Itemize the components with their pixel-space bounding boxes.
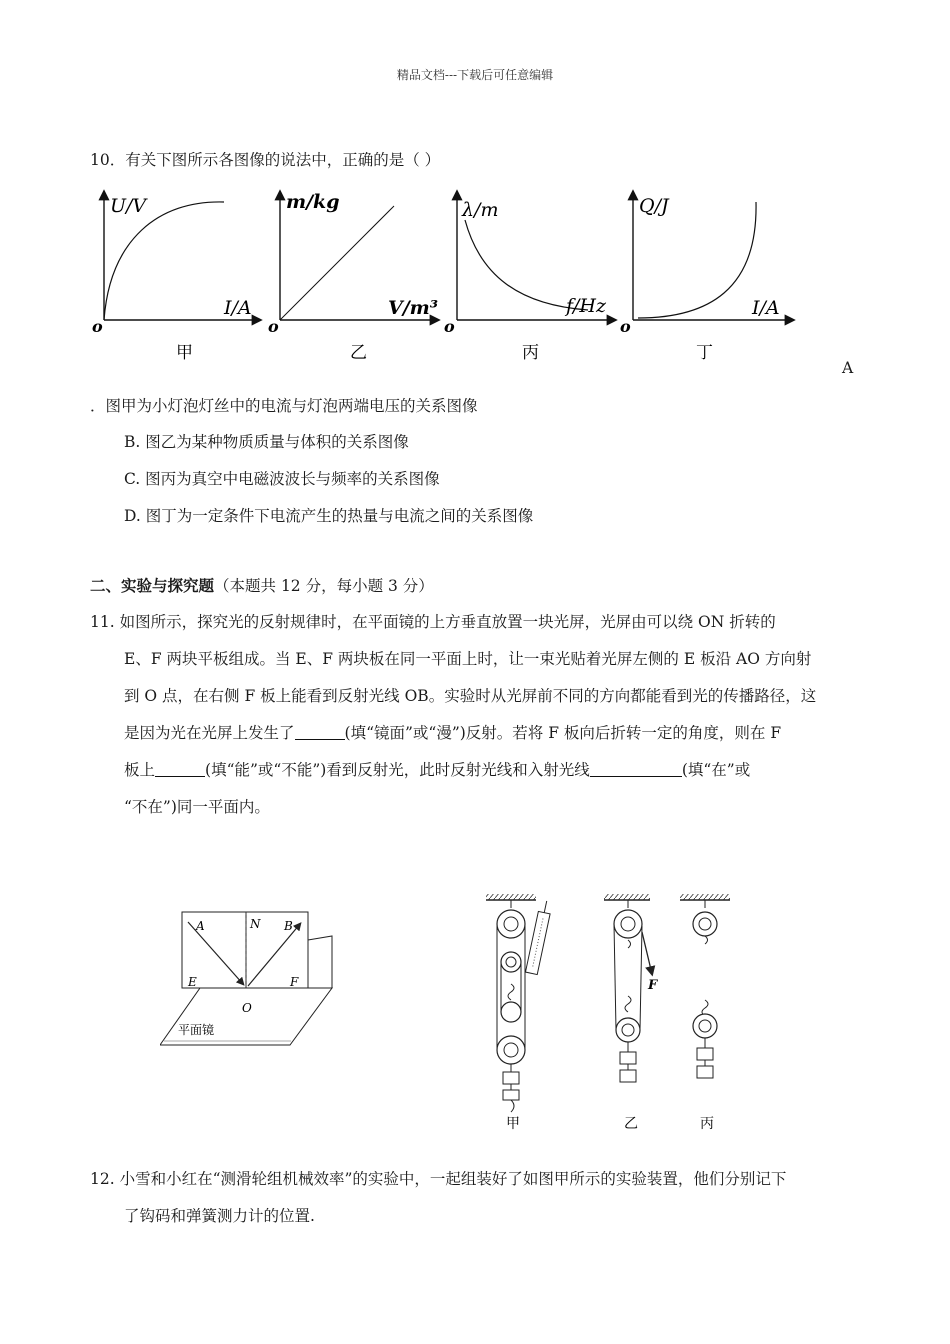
q11-blank-2[interactable] [155,760,205,777]
q11-line3: 到 O 点，在右侧 F 板上能看到反射光线 OB。实验时从光屏前不同的方向都能看到光的传播路径，这 [124,687,817,705]
label-o: O [242,1001,252,1015]
label-b: B [284,919,293,933]
q11-line5 [124,752,750,789]
moving-pulley-yi [616,1018,640,1042]
q10-option-d: D. 图丁为一定条件下电流产生的热量与电流之间的关系图像 [124,507,534,525]
graph-yi-xlabel: V/m³ [388,297,439,319]
q10-graphs-figure [88,180,818,370]
q11-line4-part2: (填“镜面”或“漫”)反射。若将 F 板向后折转一定的角度，则在 F [344,724,782,742]
label-yi: 乙 [624,1116,638,1132]
graph-ding-curve [638,202,756,318]
pulley-setup-yi [604,894,658,1132]
graph-bing-caption: 丙 [522,343,539,363]
graph-ding-caption: 丁 [696,343,713,363]
hook-weight-yi-2 [620,1070,636,1082]
graph-bing-origin: o [444,317,455,336]
q11-line4 [124,715,781,752]
q11-line1: 11. 如图所示，探究光的反射规律时，在平面镜的上方垂直放置一块光屏，光屏由可以绕 ON 折转的 [90,613,776,631]
graph-ding-xlabel: I/A [752,297,780,319]
label-bing: 丙 [700,1116,714,1132]
graph-ding-ylabel: Q/J [639,195,669,217]
q10-option-c: C. 图丙为真空中电磁波波长与频率的关系图像 [124,470,440,488]
q11-blank-3[interactable] [590,760,682,777]
q11-line4-part1: 是因为光在光屏上发生了 [124,724,295,742]
section2-heading [90,576,434,596]
q11-line5-part3: (填“在”或 [681,761,751,779]
label-jia: 甲 [506,1116,520,1132]
graph-jia-ylabel: U/V [110,195,147,217]
q10-option-a: ．图甲为小灯泡灯丝中的电流与灯泡两端电压的关系图像 [90,397,478,415]
pulley-setup-bing [680,894,730,1132]
hook-weight-bing-2 [697,1066,713,1078]
label-e: E [188,975,197,989]
pull-force-arrow [642,932,652,974]
q11-line6: “不在”)同一平面内。 [124,798,270,816]
q11-line5-part1: 板上 [124,761,156,779]
label-f: F [290,975,299,989]
graph-yi-ylabel: m/kg [286,191,340,213]
q11-line2: E、F 两块平板组成。当 E、F 两块板在同一平面上时，让一束光贴着光屏左侧的 E 板沿 AO 方向射 [124,650,812,668]
label-n: N [250,917,261,931]
graph-yi [268,191,438,363]
label-a: A [196,919,205,933]
moving-pulley-jia-2 [497,1036,525,1064]
graph-jia-origin: o [92,317,103,336]
fixed-pulley-bing [693,912,717,936]
moving-pulley-bing [693,1014,717,1038]
graph-jia [92,192,260,363]
q10-option-b: B. 图乙为某种物质质量与体积的关系图像 [124,433,409,451]
q10-option-a-letter: A [842,359,854,377]
graph-jia-xlabel: I/A [224,297,252,319]
graph-ding-origin: o [620,317,631,336]
hook-weight-jia-2 [503,1090,519,1100]
fixed-pulley-jia-1 [497,910,525,938]
graph-bing-ylabel: λ/m [462,199,499,221]
hook-weight-yi-1 [620,1052,636,1064]
q12-line2: 了钩码和弹簧测力计的位置. [124,1207,315,1225]
q11-blank-1[interactable] [295,723,345,740]
moving-pulley-jia-1 [501,1002,521,1022]
graph-bing-xlabel: f/Hz [566,295,607,317]
page-header: 精品文档---下载后可任意编辑 [396,68,554,82]
fixed-pulley-yi [614,910,642,938]
q10-stem: 10．有关下图所示各图像的说法中，正确的是（ ） [90,151,441,169]
pulley-experiment-figure [480,892,750,1140]
mirror-label: 平面镜 [178,1023,215,1037]
hook-weight-bing-1 [697,1048,713,1060]
graph-jia-curve [104,202,224,320]
graph-ding [620,192,793,363]
section2-title: 二、实验与探究题 [90,576,215,595]
spring-scale-jia [525,900,552,975]
section2-note: （本题共 12 分，每小题 3 分） [214,577,434,595]
reflection-experiment-figure [160,900,340,1050]
graph-bing [444,192,615,363]
graph-yi-origin: o [268,317,279,336]
hook-weight-jia-1 [503,1072,519,1084]
q11-line5-part2: (填“能”或“不能”)看到反射光，此时反射光线和入射光线 [205,761,590,779]
fixed-pulley-jia-2 [501,952,521,972]
graph-yi-caption: 乙 [350,343,367,363]
graph-jia-caption: 甲 [176,343,193,363]
q12-line1: 12. 小雪和小红在“测滑轮组机械效率”的实验中，一起组装好了如图甲所示的实验装置，他们分别记下 [90,1170,787,1188]
pulley-setup-jia [486,894,553,1132]
force-label: F [648,978,658,993]
graph-yi-line [280,206,394,320]
